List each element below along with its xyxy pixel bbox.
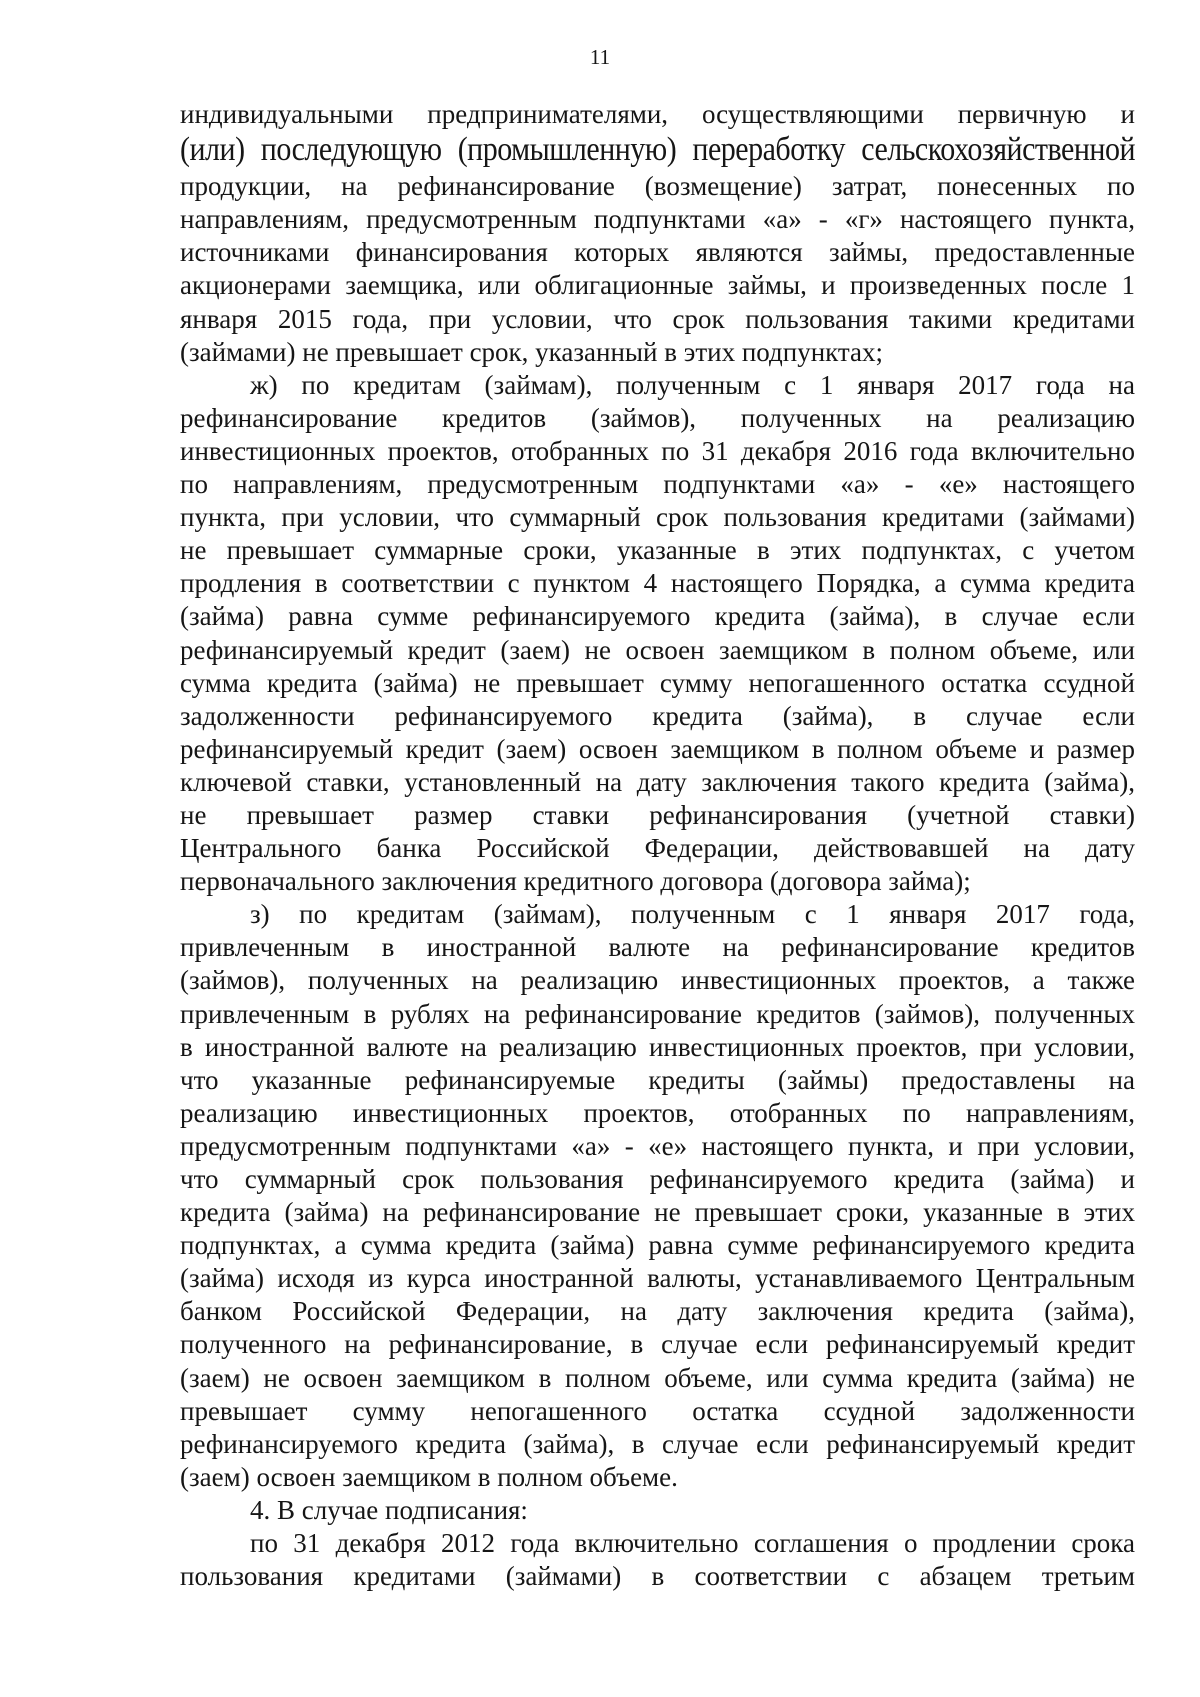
text-line: (займов), полученных на реализацию инвестиционных проектов, а также xyxy=(180,965,1135,996)
text-line: (заем) освоен заемщиком в полном объеме. xyxy=(180,1461,678,1492)
text-line: рефинансируемый кредит (заем) освоен заемщиком в полном объеме и размер xyxy=(180,733,1135,764)
text-line: ж) по кредитам (займам), полученным с 1 января 2017 года на xyxy=(250,369,1135,400)
text-line: пункта, при условии, что суммарный срок пользования кредитами (займами) xyxy=(180,502,1135,533)
text-line: (или) последующую (промышленную) переработку сельскохозяйственной xyxy=(180,131,1135,169)
text-line: что суммарный срок пользования рефинансируемого кредита (займа) и xyxy=(180,1164,1135,1194)
text-line: пользования кредитами (займами) в соответствии с абзацем третьим xyxy=(180,1561,1135,1592)
text-line: подпунктах, а сумма кредита (займа) равна сумме рефинансируемого кредита xyxy=(180,1230,1135,1261)
text-line: предусмотренным подпунктами «а» - «е» настоящего пункта, и при условии, xyxy=(180,1130,1135,1161)
text-line: рефинансируемый кредит (заем) не освоен заемщиком в полном объеме, или xyxy=(180,634,1135,665)
text-line: (займами) не превышает срок, указанный в этих подпунктах; xyxy=(180,336,884,367)
text-line: рефинансирование кредитов (займов), полученных на реализацию xyxy=(180,402,1135,433)
text-line: (займа) исходя из курса иностранной валюты, устанавливаемого Центральным xyxy=(180,1263,1135,1294)
text-line: направлениям, предусмотренным подпунктами «а» - «г» настоящего пункта, xyxy=(180,204,1135,235)
text-line: ключевой ставки, установленный на дату заключения такого кредита (займа), xyxy=(180,766,1135,797)
text-line: (заем) не освоен заемщиком в полном объеме, или сумма кредита (займа) не xyxy=(180,1362,1135,1393)
text-line: января 2015 года, при условии, что срок пользования такими кредитами xyxy=(180,303,1135,334)
text-line: что указанные рефинансируемые кредиты (займы) предоставлены на xyxy=(180,1064,1135,1095)
text-line: полученного на рефинансирование, в случае если рефинансируемый кредит xyxy=(180,1329,1135,1360)
text-line: (займа) равна сумме рефинансируемого кредита (займа), в случае если xyxy=(180,601,1135,632)
text-line: не превышает размер ставки рефинансирования (учетной ставки) xyxy=(180,799,1135,830)
document-body-text xyxy=(180,98,1135,1593)
text-line: привлеченным в рублях на рефинансирование кредитов (займов), полученных xyxy=(180,998,1135,1029)
text-line: в иностранной валюте на реализацию инвестиционных проектов, при условии, xyxy=(180,1031,1135,1062)
text-line: продления в соответствии с пунктом 4 настоящего Порядка, а сумма кредита xyxy=(180,568,1135,599)
text-line: Центрального банка Российской Федерации, действовавшей на дату xyxy=(180,833,1135,864)
text-line: инвестиционных проектов, отобранных по 31 декабря 2016 года включительно xyxy=(180,435,1135,466)
text-line: по направлениям, предусмотренным подпунктами «а» - «е» настоящего xyxy=(180,469,1135,500)
text-line: источниками финансирования которых являются займы, предоставленные xyxy=(180,237,1135,268)
text-line: по 31 декабря 2012 года включительно соглашения о продлении срока xyxy=(250,1528,1135,1559)
text-line: банком Российской Федерации, на дату заключения кредита (займа), xyxy=(180,1296,1135,1327)
text-line: не превышает суммарные сроки, указанные в этих подпунктах, с учетом xyxy=(180,535,1135,566)
text-line: первоначального заключения кредитного договора (договора займа); xyxy=(180,866,971,897)
text-line: кредита (займа) на рефинансирование не превышает сроки, указанные в этих xyxy=(180,1197,1135,1228)
text-line: продукции, на рефинансирование (возмещение) затрат, понесенных по xyxy=(180,171,1135,202)
text-line: превышает сумму непогашенного остатка ссудной задолженности xyxy=(180,1395,1135,1426)
text-line: сумма кредита (займа) не превышает сумму непогашенного остатка ссудной xyxy=(180,667,1135,698)
text-line: з) по кредитам (займам), полученным с 1 января 2017 года, xyxy=(250,899,1135,930)
text-line: 4. В случае подписания: xyxy=(250,1494,528,1525)
text-line: рефинансируемого кредита (займа), в случае если рефинансируемый кредит xyxy=(180,1428,1135,1459)
text-line: привлеченным в иностранной валюте на рефинансирование кредитов xyxy=(180,932,1135,963)
text-line: реализацию инвестиционных проектов, отобранных по направлениям, xyxy=(180,1097,1135,1128)
text-line: индивидуальными предпринимателями, осуществляющими первичную и xyxy=(180,99,1135,129)
page-number: 11 xyxy=(589,45,611,69)
text-line: задолженности рефинансируемого кредита (займа), в случае если xyxy=(180,700,1135,731)
text-line: акционерами заемщика, или облигационные займы, и произведенных после 1 xyxy=(180,270,1135,301)
